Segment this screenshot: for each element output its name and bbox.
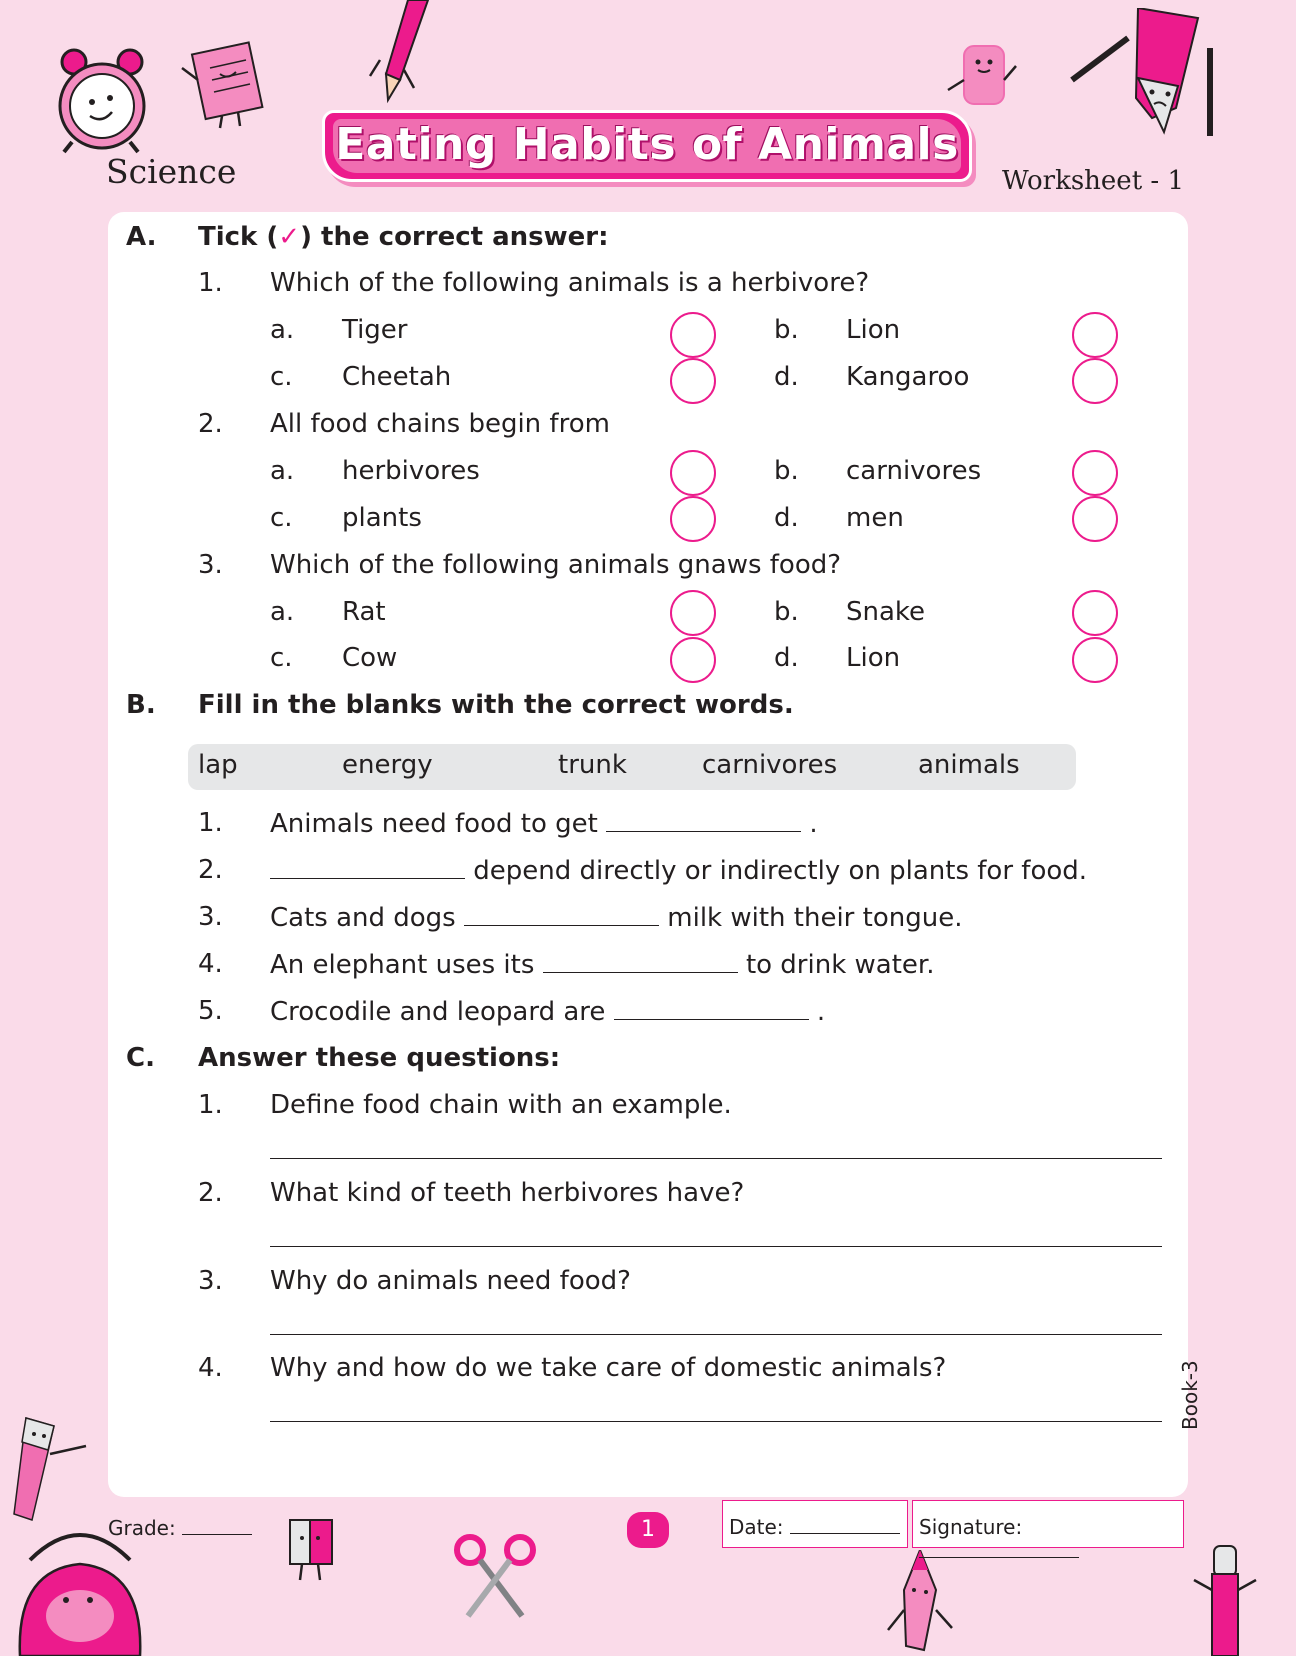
section-b-letter: B. [126, 690, 156, 720]
date-label: Date: [729, 1515, 784, 1539]
crayon-character-icon [880, 1550, 960, 1656]
answer-circle[interactable] [670, 358, 716, 404]
section-a-letter: A. [126, 222, 157, 252]
blank-item-text: Crocodile and leopard are [270, 997, 606, 1027]
answer-circle[interactable] [670, 590, 716, 636]
answer-circle[interactable] [1072, 312, 1118, 358]
blank-field[interactable] [270, 855, 465, 879]
question-number: 3. [198, 550, 223, 580]
signature-field[interactable] [912, 1500, 1184, 1548]
answer-circle[interactable] [670, 450, 716, 496]
question-number: 1. [198, 1090, 223, 1120]
blank-item-text: . [816, 997, 826, 1027]
title-banner [322, 110, 972, 182]
question-text: Which of the following animals is a herbivore? [270, 268, 870, 298]
answer-circle[interactable] [1072, 450, 1118, 496]
blank-field[interactable] [614, 996, 809, 1020]
option-text: Tiger [342, 315, 408, 345]
blank-item-text: milk with their tongue. [667, 903, 963, 933]
answer-line[interactable] [270, 1158, 1162, 1159]
page-title: Eating Habits of Animals [335, 119, 959, 170]
subject-label: Science [106, 152, 237, 191]
answer-circle[interactable] [670, 496, 716, 542]
scissors-icon [452, 1532, 542, 1622]
signature-label: Signature: [919, 1515, 1023, 1539]
alarm-clock-icon [52, 44, 152, 154]
blank-item-text: to drink water. [745, 950, 935, 980]
option-text: Kangaroo [846, 362, 970, 392]
blank-field[interactable] [543, 949, 738, 973]
option-letter: c. [270, 503, 293, 533]
answer-circle[interactable] [670, 312, 716, 358]
pencil-character-icon [368, 0, 448, 110]
blank-item-text: An elephant uses its [270, 950, 535, 980]
word-bank-item: lap [198, 750, 238, 780]
blank-item-text: Cats and dogs [270, 903, 456, 933]
blank-item-number: 2. [198, 855, 223, 885]
answer-circle[interactable] [1072, 496, 1118, 542]
grade-field[interactable] [108, 1516, 252, 1540]
section-c-letter: C. [126, 1043, 155, 1073]
word-bank [188, 744, 1076, 790]
answer-circle[interactable] [670, 637, 716, 683]
signature-blank[interactable] [919, 1540, 1079, 1558]
heading-part: Tick ( [198, 222, 279, 252]
option-letter: d. [774, 362, 799, 392]
option-text: Rat [342, 597, 386, 627]
question-text: Why do animals need food? [270, 1266, 631, 1296]
option-letter: d. [774, 503, 799, 533]
worksheet-label: Worksheet - 1 [1002, 166, 1184, 196]
section-b-heading: Fill in the blanks with the correct words. [198, 690, 794, 720]
pen-character-icon [1190, 1540, 1260, 1656]
blank-item-number: 4. [198, 949, 223, 979]
option-letter: b. [774, 315, 799, 345]
option-letter: a. [270, 456, 295, 486]
section-a-heading [198, 222, 609, 252]
answer-line[interactable] [270, 1246, 1162, 1247]
question-text: Which of the following animals gnaws food? [270, 550, 842, 580]
word-bank-item: energy [342, 750, 433, 780]
question-number: 3. [198, 1266, 223, 1296]
question-text: Why and how do we take care of domestic animals? [270, 1353, 947, 1383]
blank-item [270, 949, 934, 980]
option-text: herbivores [342, 456, 480, 486]
option-letter: a. [270, 597, 295, 627]
word-bank-item: animals [918, 750, 1020, 780]
question-number: 1. [198, 268, 223, 298]
question-text: Define food chain with an example. [270, 1090, 732, 1120]
date-blank[interactable] [790, 1516, 900, 1534]
ruler-character-icon [6, 1410, 96, 1530]
pencil-mascot-icon [1068, 8, 1228, 138]
blank-item-text: . [809, 809, 818, 839]
notepad-character-icon [176, 40, 276, 130]
option-letter: a. [270, 315, 295, 345]
bag-character-icon [10, 1520, 150, 1656]
grade-blank[interactable] [182, 1517, 252, 1535]
eraser-character-icon [944, 40, 1024, 120]
blank-item [270, 996, 825, 1027]
sharpener-character-icon [282, 1512, 344, 1584]
option-letter: d. [774, 643, 799, 673]
option-text: Lion [846, 315, 901, 345]
option-text: Snake [846, 597, 926, 627]
answer-circle[interactable] [1072, 590, 1118, 636]
answer-line[interactable] [270, 1421, 1162, 1422]
option-text: plants [342, 503, 422, 533]
grade-label: Grade: [108, 1516, 176, 1540]
question-number: 2. [198, 409, 223, 439]
blank-item-number: 1. [198, 808, 223, 838]
blank-item [270, 808, 818, 839]
option-text: Lion [846, 643, 901, 673]
heading-part: ) the correct answer: [300, 222, 609, 252]
answer-circle[interactable] [1072, 637, 1118, 683]
question-number: 2. [198, 1178, 223, 1208]
word-bank-item: trunk [558, 750, 627, 780]
blank-item [270, 855, 1087, 886]
question-number: 4. [198, 1353, 223, 1383]
option-letter: c. [270, 362, 293, 392]
option-letter: b. [774, 456, 799, 486]
answer-line[interactable] [270, 1334, 1162, 1335]
date-field[interactable] [722, 1500, 908, 1548]
option-text: Cheetah [342, 362, 452, 392]
word-bank-item: carnivores [702, 750, 838, 780]
option-text: men [846, 503, 904, 533]
question-text: What kind of teeth herbivores have? [270, 1178, 745, 1208]
blank-item [270, 902, 962, 933]
blank-field[interactable] [464, 902, 659, 926]
answer-circle[interactable] [1072, 358, 1118, 404]
page-number: 1 [627, 1512, 669, 1548]
option-text: Cow [342, 643, 398, 673]
section-c-heading: Answer these questions: [198, 1043, 561, 1073]
blank-item-text: Animals need food to get [270, 809, 598, 839]
option-letter: c. [270, 643, 293, 673]
blank-item-text: depend directly or indirectly on plants for food. [473, 856, 1088, 886]
blank-item-number: 5. [198, 996, 223, 1026]
blank-field[interactable] [606, 808, 801, 832]
tick-icon: ✓ [278, 222, 301, 252]
option-letter: b. [774, 597, 799, 627]
question-text: All food chains begin from [270, 409, 610, 439]
book-label: Book-3 [1178, 1360, 1202, 1430]
blank-item-number: 3. [198, 902, 223, 932]
option-text: carnivores [846, 456, 982, 486]
